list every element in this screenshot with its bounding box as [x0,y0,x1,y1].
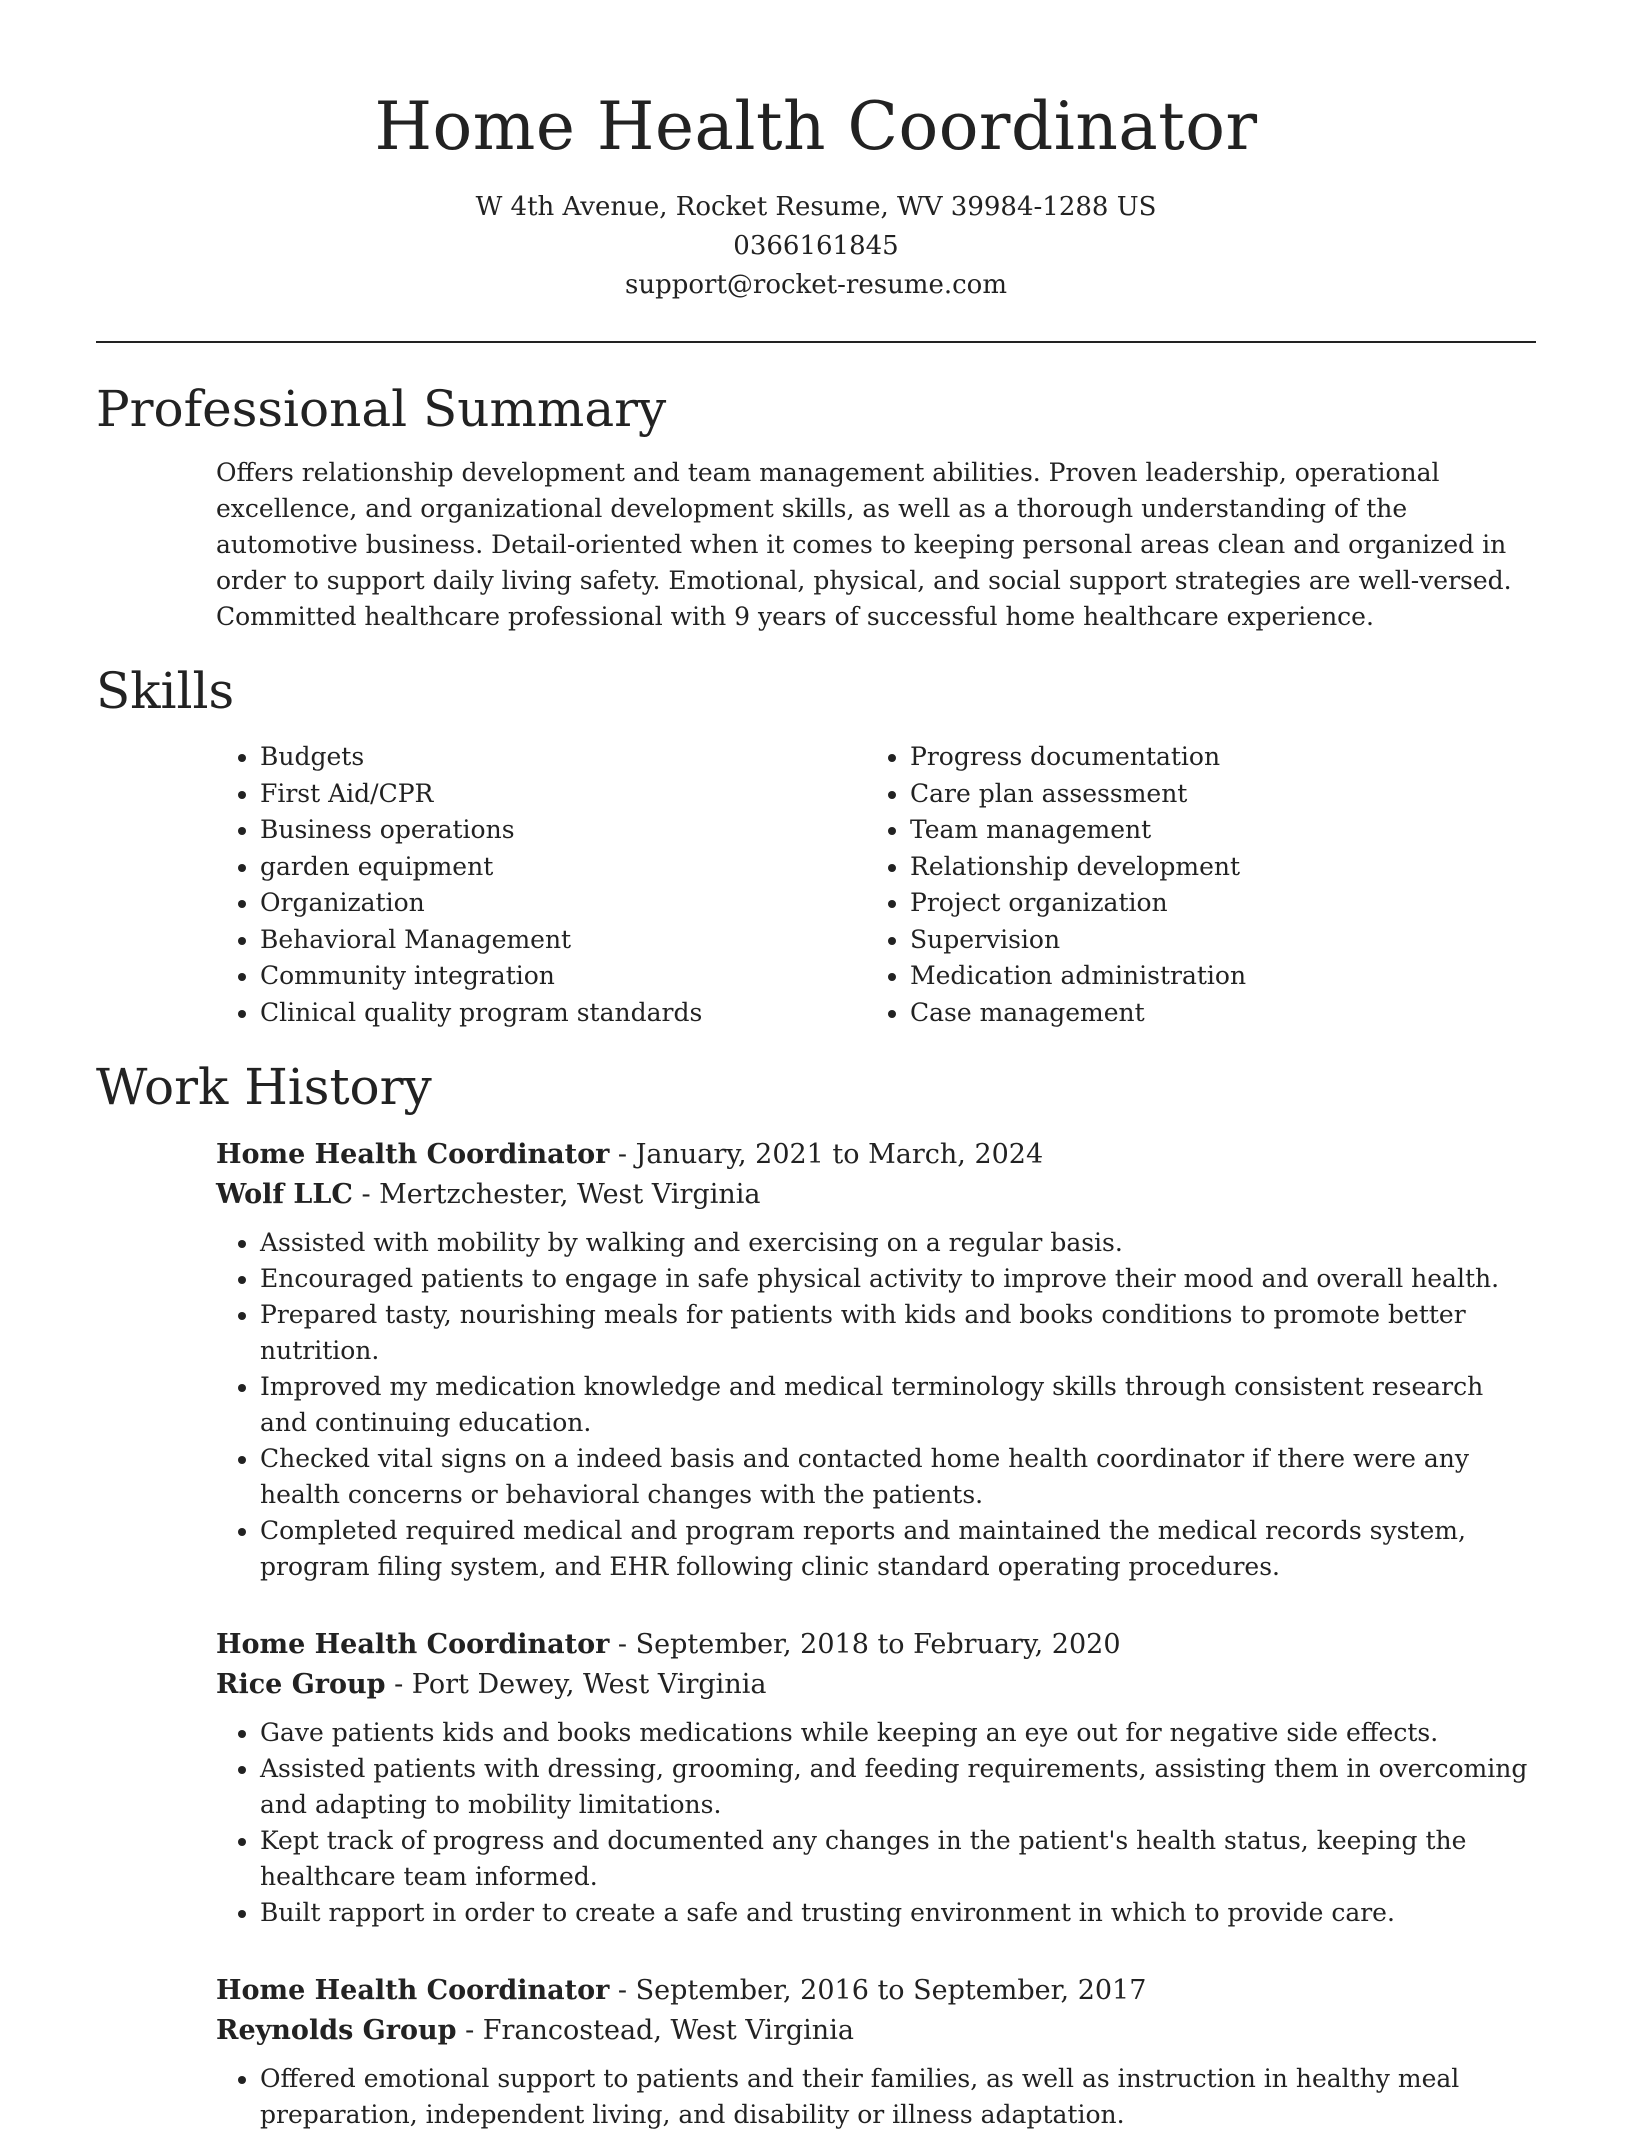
job-duty: • Improved my medication knowledge and medical terminology skills through consistent research and continuing education. [260,1369,1536,1441]
skill-item: • Case management [910,995,1516,1032]
job-duty: • Prepared tasty, nourishing meals for patients with kids and books conditions to promote better nutrition. [260,1297,1536,1369]
job-duty: • Kept track of progress and documented any changes in the patient's health status, keeping the healthcare team informed. [260,1823,1536,1895]
job-company-line [216,2011,1536,2051]
skill-item: • Progress documentation [910,739,1516,776]
job-duty: • Built rapport in order to create a safe and trusting environment in which to provide care. [260,1895,1536,1931]
skill-item: • Project organization [910,885,1516,922]
job-duties [216,1715,1536,1931]
job-title-line [216,1135,1536,1175]
skill-item: • Community integration [260,958,866,995]
job-duty: • Offered emotional support to patients and their families, as well as instruction in healthy meal preparation, independent living, and disability or illness adaptation. [260,2061,1536,2133]
job-duty: • Completed required medical and program reports and maintained the medical records system, program filing system, and EHR following clinic standard operating procedures. [260,1513,1536,1585]
job-entry [216,1971,1536,2133]
work-history-section [96,1057,1536,2133]
skills-column-left [216,739,866,1031]
skill-item: • First Aid/CPR [260,776,866,813]
skills-column-right [866,739,1516,1031]
skill-item: • Clinical quality program standards [260,995,866,1032]
job-dates: - September, 2016 to September, 2017 [609,1975,1147,2006]
job-entry [216,1625,1536,1931]
job-company: Rice Group [216,1669,386,1700]
header-divider [96,341,1536,343]
job-location: - Mertzchester, West Virginia [352,1179,761,1210]
job-location: - Port Dewey, West Virginia [385,1669,767,1700]
contact-email: support@rocket-resume.com [624,270,1007,300]
job-duty: • Assisted patients with dressing, grooming, and feeding requirements, assisting them in overcoming and adapting to mobility limitations. [260,1751,1536,1823]
contact-phone: 0366161845 [733,231,899,261]
job-duty: • Encouraged patients to engage in safe physical activity to improve their mood and overall health. [260,1261,1536,1297]
skill-item: • Business operations [260,812,866,849]
job-duty: • Assisted with mobility by walking and exercising on a regular basis. [260,1225,1536,1261]
skill-item: • Budgets [260,739,866,776]
job-title: Home Health Coordinator [216,1139,610,1170]
skill-item: • Team management [910,812,1516,849]
resume-name: Home Health Coordinator [374,88,1258,165]
job-title: Home Health Coordinator [216,1975,610,2006]
job-dates: - September, 2018 to February, 2020 [609,1629,1121,1660]
job-duties [216,2061,1536,2133]
job-duty: • Gave patients kids and books medications while keeping an eye out for negative side effects. [260,1715,1536,1751]
job-duties [216,1225,1536,1585]
job-title-line [216,1625,1536,1665]
resume-header [96,0,1536,305]
summary-text: Offers relationship development and team management abilities. Proven leadership, operational excellence, and organizational development skills, as well as a thorough understanding of the automotive business. Detail-oriented when it comes to keeping personal areas clean and organized in order to support daily living safety. Emotional, physical, and social support strategies are well-versed. Committed healthcare professional with 9 years of successful home healthcare experience. [216,458,1512,631]
skills-heading: Skills [96,662,235,720]
skill-item: • Relationship development [910,849,1516,886]
skills-list [216,739,1536,1031]
job-title-line [216,1971,1536,2011]
work-history-heading: Work History [96,1058,432,1116]
job-title: Home Health Coordinator [216,1629,610,1660]
skills-section [96,661,1536,1031]
job-company: Reynolds Group [216,2015,457,2046]
job-company-line [216,1175,1536,1215]
skill-item: • Supervision [910,922,1516,959]
skill-item: • Organization [260,885,866,922]
job-company: Wolf LLC [216,1179,353,1210]
skill-item: • Care plan assessment [910,776,1516,813]
summary-section [96,379,1536,635]
skill-item: • garden equipment [260,849,866,886]
skill-item: • Behavioral Management [260,922,866,959]
job-location: - Francostead, West Virginia [456,2015,854,2046]
job-company-line [216,1665,1536,1705]
job-dates: - January, 2021 to March, 2024 [609,1139,1044,1170]
resume-page [96,0,1536,2133]
summary-heading: Professional Summary [96,380,667,438]
contact-address: W 4th Avenue, Rocket Resume, WV 39984-1288 US [475,192,1157,222]
job-entry [216,1135,1536,1585]
job-duty: • Checked vital signs on a indeed basis and contacted home health coordinator if there were any health concerns or behavioral changes with the patients. [260,1441,1536,1513]
skill-item: • Medication administration [910,958,1516,995]
